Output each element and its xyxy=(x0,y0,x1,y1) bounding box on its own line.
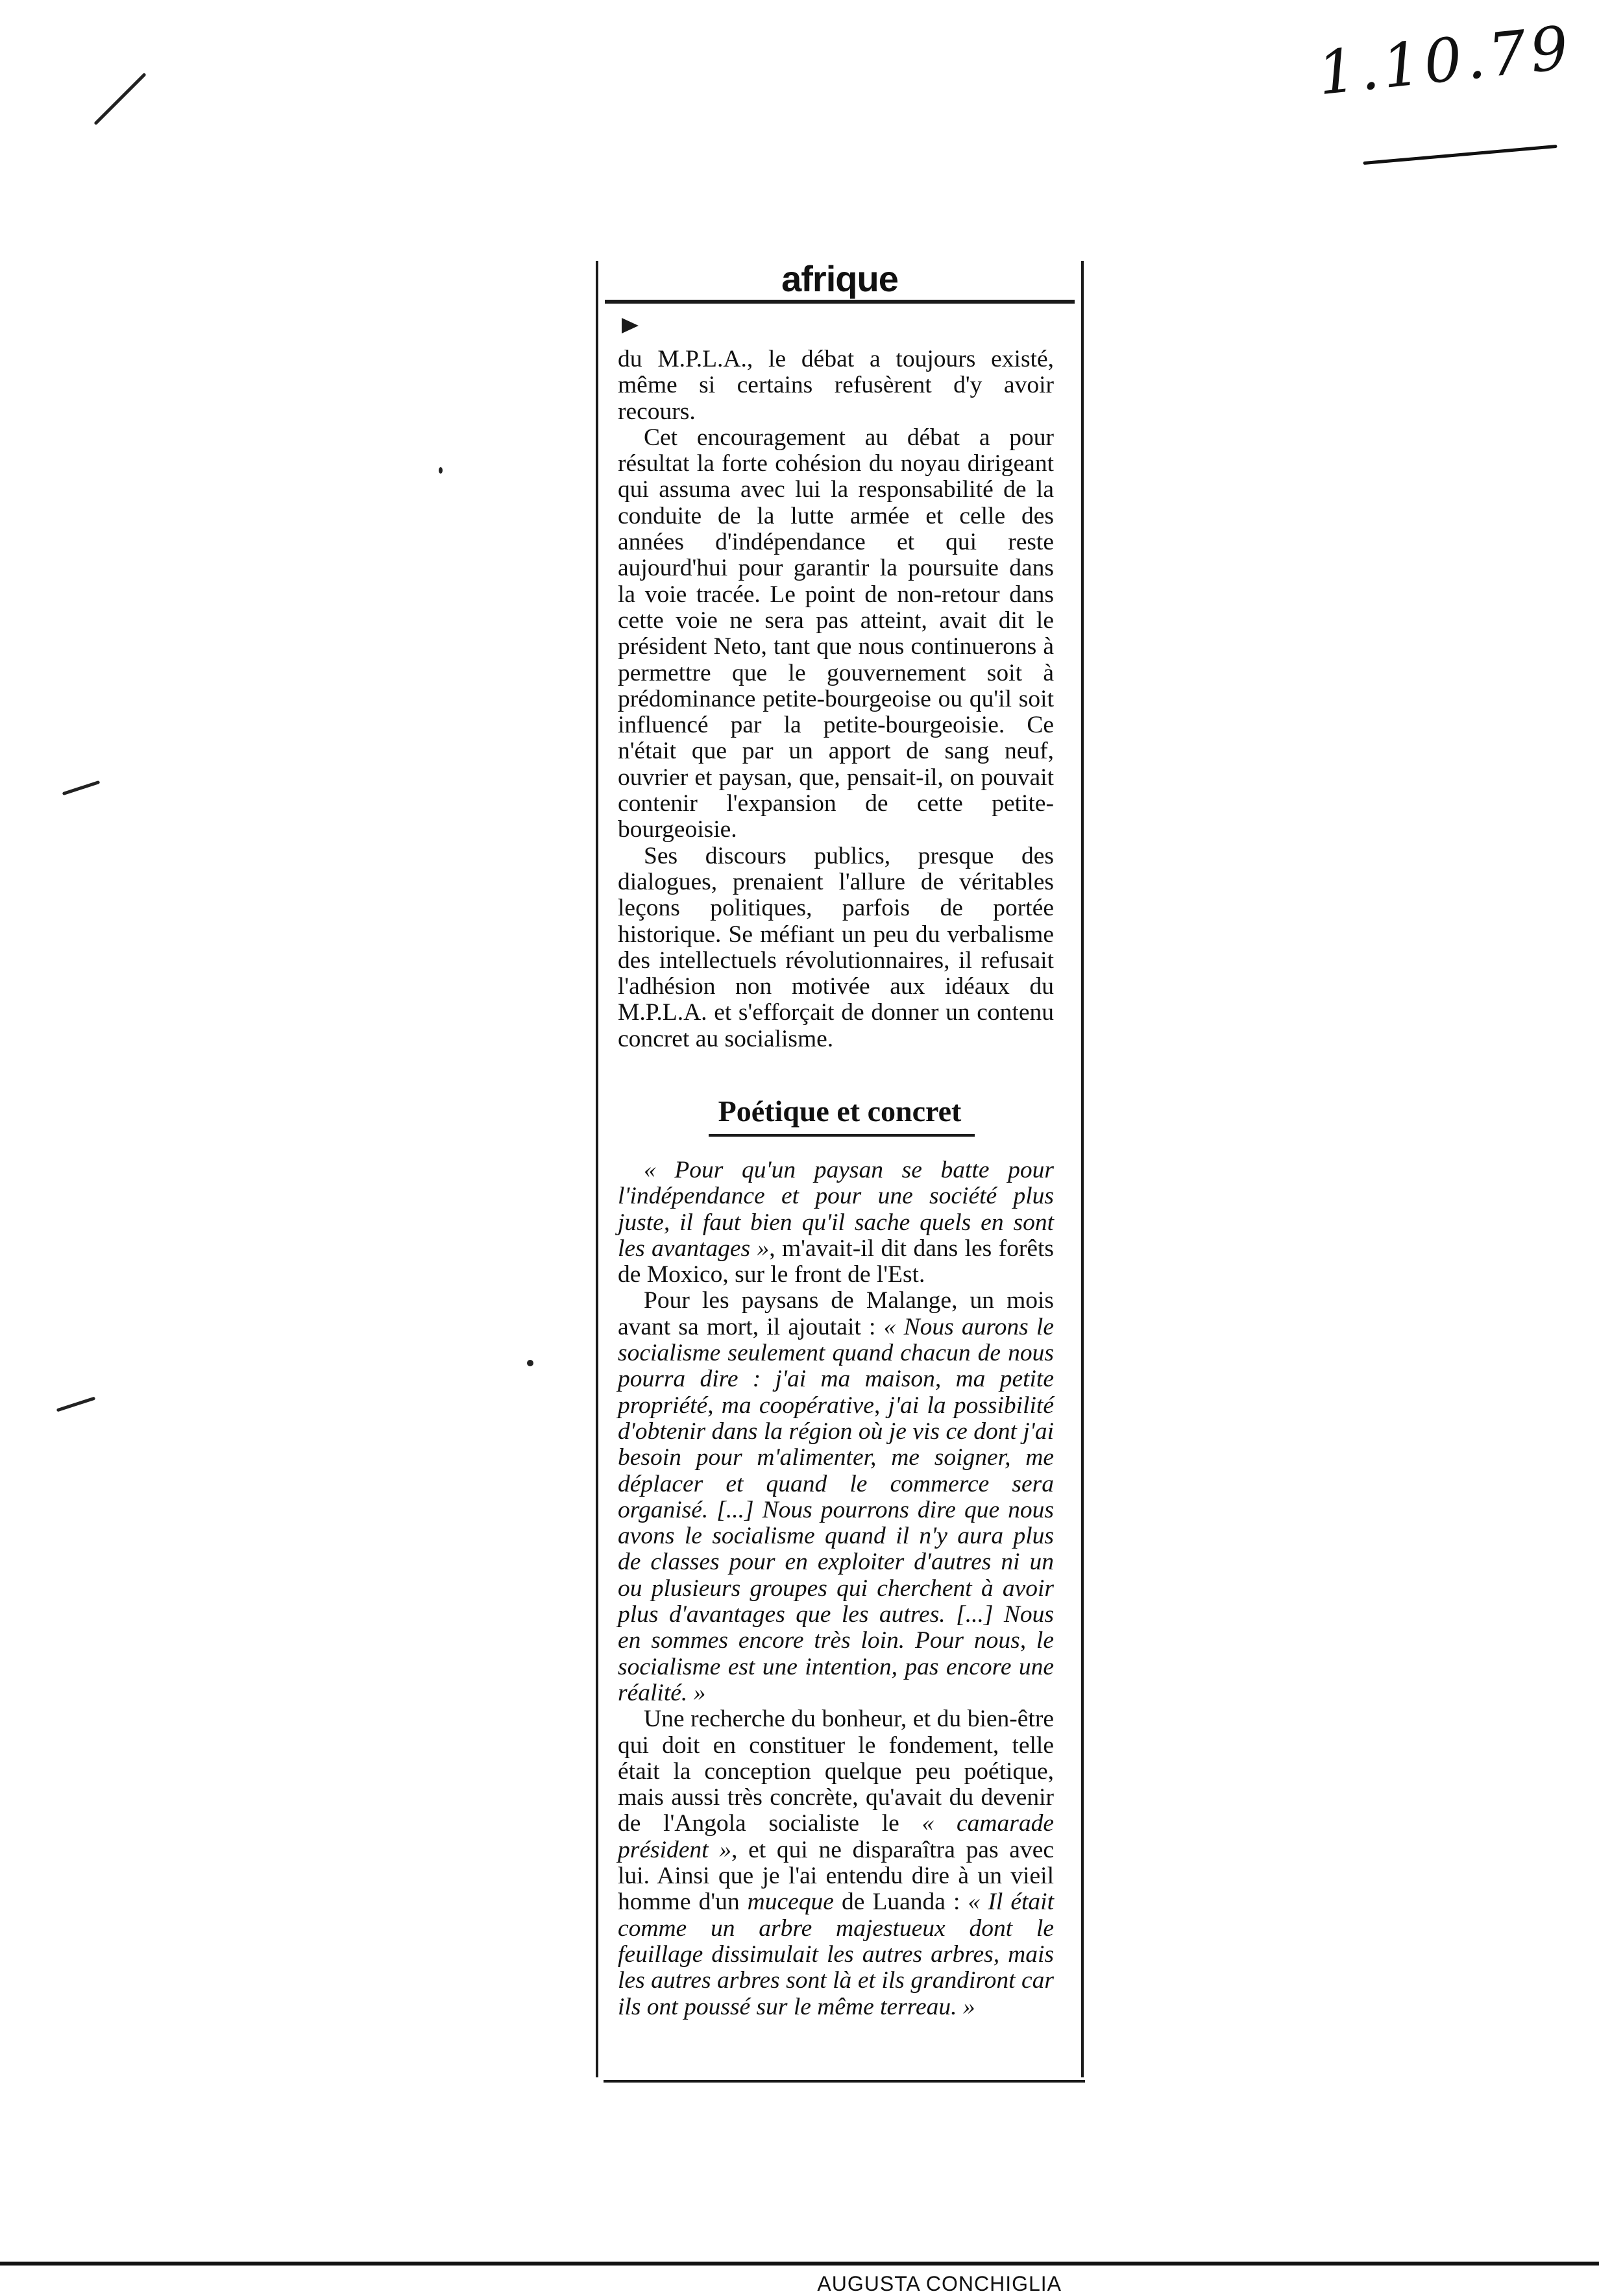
scan-mark-left-1 xyxy=(62,780,101,795)
scan-bottom-edge xyxy=(0,2262,1599,2266)
paragraph-6-a: Une recherche du bonheur, et du bien-être qui doit en constituer le fondement, telle était la conception quelque peu poétique, mais aussi très concrète, qu'avait du devenir de l'Angola socialiste le xyxy=(618,1706,1054,1837)
word-muceque: muceque xyxy=(747,1889,834,1916)
paragraph-3: Ses discours publics, presque des dialogues, prenaient l'allure de véritables leçons politiques, parfois de portée historique. Se méfiant un peu du verbalisme des intellectuels révolutionnaires, il refusait l'adhésion non motivée aux idéaux du M.P.L.A. et s'efforçait de donner un contenu concret au socialisme. xyxy=(618,842,1054,1052)
section-title: afrique xyxy=(781,258,898,299)
paragraph-4 xyxy=(618,1157,1054,1288)
continuation-arrow-icon xyxy=(622,318,639,333)
paragraph-6 xyxy=(618,1706,1054,2020)
scan-mark-top-left xyxy=(93,73,146,125)
paragraph-5 xyxy=(618,1288,1054,1706)
paragraph-6-e: de Luanda : xyxy=(833,1889,968,1916)
article-body-top xyxy=(618,346,1054,1052)
paragraph-4-rest: , m'avait-il dit dans les forêts de Moxico, sur le front de l'Est. xyxy=(618,1235,1054,1288)
paragraph-1: du M.P.L.A., le débat a toujours existé, même si certains refusèrent d'y avoir recours. xyxy=(618,346,1054,425)
column-bottom-rule xyxy=(604,2080,1085,2083)
section-rule xyxy=(605,300,1075,304)
paragraph-6-c: , et qui ne disparaîtra pas avec lui. Ainsi que je l'ai entendu dire à un vieil homme d'un xyxy=(618,1836,1054,1916)
article-body-bottom xyxy=(618,1157,1054,2020)
article-column xyxy=(596,258,1084,2295)
scan-dot-2 xyxy=(439,467,443,474)
quote-paysan: « Pour qu'un paysan se batte pour l'indépendance et pour une société plus juste, il faut bien qu'il sache quels en sont les avantages » xyxy=(618,1157,1054,1262)
quote-socialisme: « Nous aurons le socialisme seulement quand chacun de nous pourra dire : j'ai ma maison, ma petite propriété, ma coopérative, j'ai la possibilité d'obtenir dans la région où je vis ce dont j'ai besoin pour m'alimenter, me soigner, me déplacer et quand le commerce sera organisé. [...] Nous pourrons dire que nous avons le socialisme quand il n'y aura plus de classes pour en exploiter d'autres ni un ou plusieurs groupes qui cherchent à avoir plus d'avantages que les autres. [...] Nous en sommes encore très loin. Pour nous, le socialisme est une intention, pas encore une réalité. » xyxy=(618,1313,1054,1706)
paragraph-2: Cet encouragement au débat a pour résultat la forte cohésion du noyau dirigeant qui assuma avec lui la responsabilité de la conduite de la lutte armée et celle des années d'indépendance et qui reste aujourd'hui pour garantir la poursuite dans la voie tracée. Le point de non-retour dans cette voie ne sera pas atteint, avait dit le président Neto, tant que nous continuerons à permettre que le gouvernement soit à prédominance petite-bourgeoise ou qu'il soit influencé par la petite-bourgeoisie. Ce n'était que par un apport de sang neuf, ouvrier et paysan, que, pensait-il, on pouvait contenir l'expansion de cette petite-bourgeoisie. xyxy=(618,424,1054,843)
subheading-rule xyxy=(709,1134,975,1137)
author-byline: AUGUSTA CONCHIGLIA xyxy=(817,2272,1062,2295)
subheading: Poétique et concret xyxy=(718,1094,962,1128)
handwritten-date: 1.10.79 xyxy=(1314,12,1576,109)
quote-camarade: « camarade président » xyxy=(618,1810,1055,1863)
paragraph-5-lead: Pour les paysans de Malange, un mois avant sa mort, il ajoutait : xyxy=(618,1287,1054,1340)
scan-mark-left-2 xyxy=(56,1397,96,1412)
scan-dot-1 xyxy=(527,1360,533,1366)
quote-arbre: « Il était comme un arbre majestueux dont le feuillage dissimulait les autres arbres, mais les autres arbres sont là et ils grandiront car ils ont poussé sur le même terreau. » xyxy=(618,1889,1054,2020)
date-underline xyxy=(1363,145,1557,165)
